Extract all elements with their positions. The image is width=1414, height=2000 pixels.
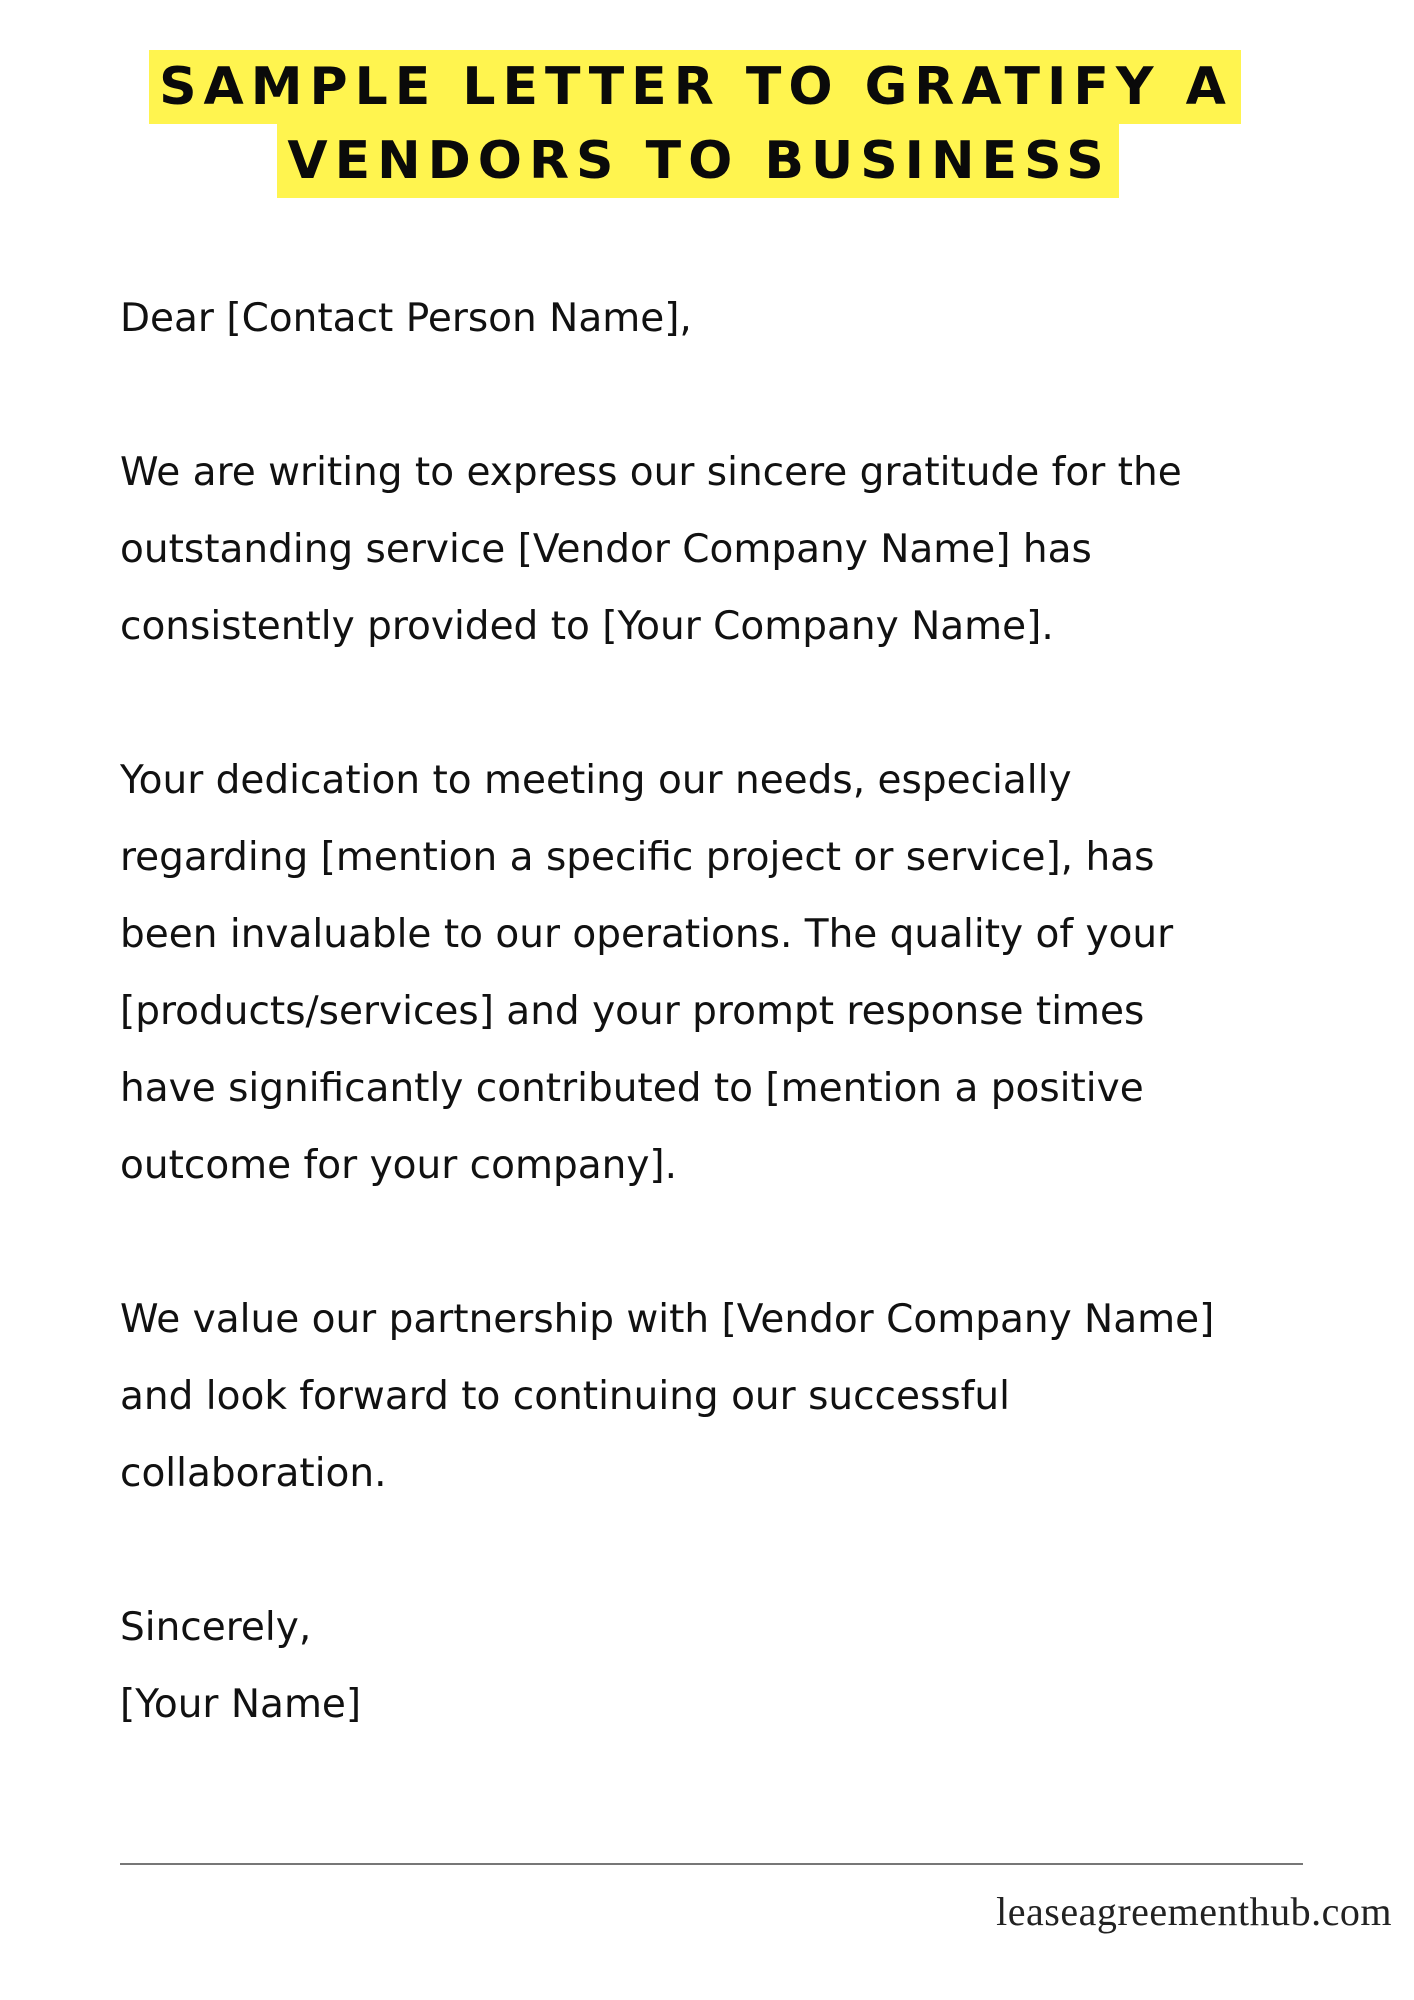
footer-website: leaseagreementhub.com (996, 1889, 1392, 1934)
paragraph-line: outcome for your company]. (120, 1143, 678, 1188)
paragraph-line: [products/services] and your prompt response times (120, 989, 1145, 1034)
paragraph-line: and look forward to continuing our successful (120, 1374, 1010, 1419)
paragraph-partnership (120, 1281, 1360, 1512)
title-line-1: SAMPLE LETTER TO GRATIFY A (149, 50, 1241, 124)
paragraph-line: Your dedication to meeting our needs, especially (120, 758, 1072, 803)
paragraph-line: regarding [mention a specific project or service], has (120, 835, 1155, 880)
paragraph-line: consistently provided to [Your Company Name]. (120, 604, 1054, 649)
salutation (120, 280, 1360, 357)
closing-text: Sincerely, (120, 1605, 312, 1650)
footer-divider (120, 1863, 1303, 1865)
title-line-2: VENDORS TO BUSINESS (277, 124, 1118, 198)
paragraph-dedication (120, 742, 1360, 1204)
paragraph-line: been invaluable to our operations. The quality of your (120, 912, 1174, 957)
letter-body (120, 280, 1360, 1743)
signature-placeholder: [Your Name] (120, 1682, 362, 1727)
paragraph-line: We value our partnership with [Vendor Company Name] (120, 1297, 1215, 1342)
salutation-text: Dear [Contact Person Name], (120, 296, 692, 341)
letter-closing (120, 1589, 1360, 1743)
paragraph-line: We are writing to express our sincere gratitude for the (120, 450, 1182, 495)
page-title (0, 50, 1414, 198)
paragraph-line: outstanding service [Vendor Company Name] has (120, 527, 1092, 572)
paragraph-line: have significantly contributed to [mention a positive (120, 1066, 1144, 1111)
paragraph-gratitude (120, 434, 1360, 665)
paragraph-line: collaboration. (120, 1451, 387, 1496)
